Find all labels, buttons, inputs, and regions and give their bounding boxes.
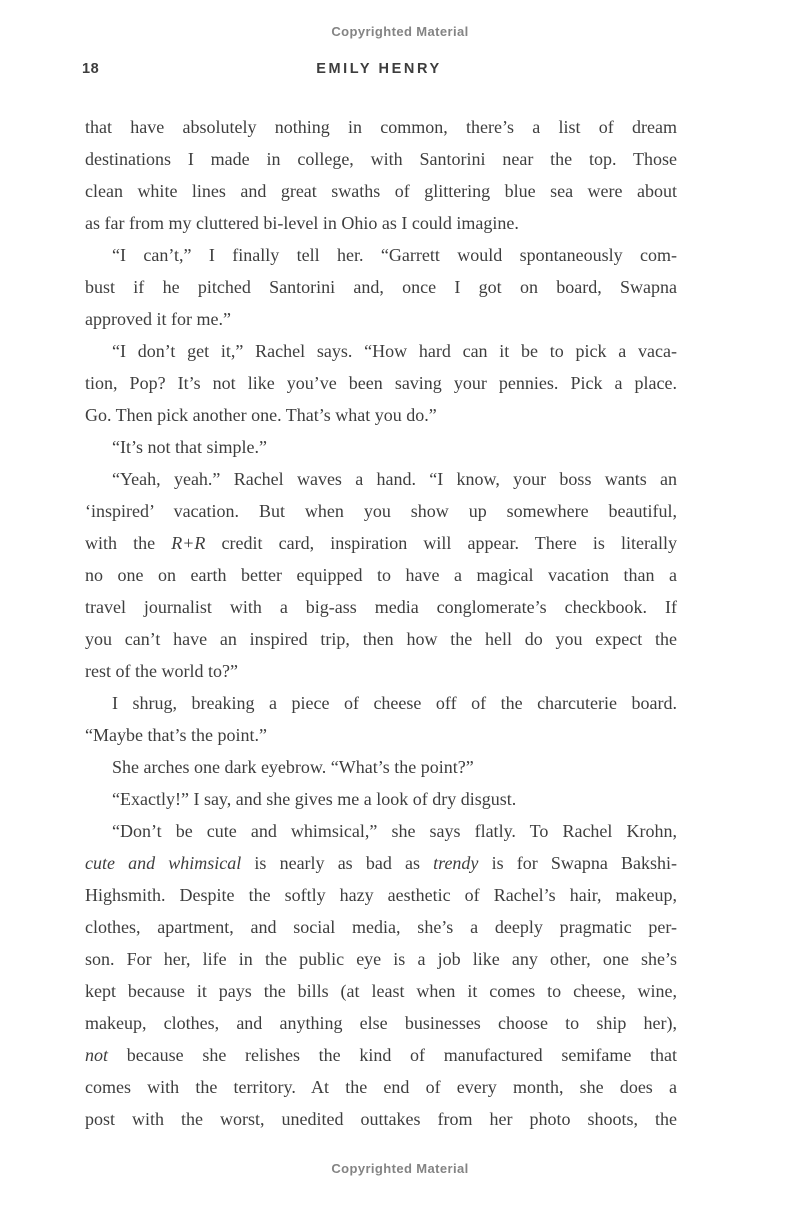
text-line bbox=[85, 303, 677, 335]
italic-text-segment: cute and whimsical bbox=[85, 853, 242, 873]
text-segment: “It’s not that simple.” bbox=[112, 437, 267, 457]
text-segment: “I can’t,” I finally tell her. “Garrett would spontaneously com- bbox=[112, 245, 677, 265]
text-line bbox=[85, 655, 677, 687]
text-segment: clothes, apartment, and social media, she’s a deeply pragmatic per- bbox=[85, 917, 677, 937]
text-segment: credit card, inspiration will appear. There is literally bbox=[205, 533, 677, 553]
text-line bbox=[85, 495, 677, 527]
text-segment: approved it for me.” bbox=[85, 309, 231, 329]
text-line bbox=[85, 783, 677, 815]
text-line bbox=[85, 879, 677, 911]
text-line bbox=[85, 207, 677, 239]
paragraph bbox=[85, 111, 677, 239]
text-segment: no one on earth better equipped to have a magical vacation than a bbox=[85, 565, 677, 585]
text-line bbox=[85, 271, 677, 303]
text-segment: is for Swapna Bakshi- bbox=[478, 853, 677, 873]
copyright-notice-top: Copyrighted Material bbox=[331, 24, 469, 39]
paragraph bbox=[85, 815, 677, 1135]
text-segment: post with the worst, unedited outtakes from her photo shoots, the bbox=[85, 1109, 677, 1129]
running-head-author: EMILY HENRY bbox=[316, 61, 442, 77]
paragraph bbox=[85, 431, 677, 463]
text-segment: “Exactly!” I say, and she gives me a look of dry disgust. bbox=[112, 789, 517, 809]
text-segment: you can’t have an inspired trip, then how the hell do you expect the bbox=[85, 629, 677, 649]
italic-text-segment: not bbox=[85, 1045, 109, 1065]
running-header bbox=[82, 61, 676, 79]
text-segment: ‘inspired’ vacation. But when you show up somewhere beautiful, bbox=[85, 501, 677, 521]
text-line bbox=[85, 1039, 677, 1071]
text-segment: is nearly as bad as bbox=[241, 853, 434, 873]
paragraph bbox=[85, 463, 677, 687]
text-line bbox=[85, 143, 677, 175]
text-line bbox=[85, 975, 677, 1007]
text-segment: with the bbox=[85, 533, 172, 553]
text-segment: “I don’t get it,” Rachel says. “How hard can it be to pick a vaca- bbox=[112, 341, 677, 361]
text-line bbox=[85, 431, 677, 463]
text-segment: Go. Then pick another one. That’s what you do.” bbox=[85, 405, 437, 425]
text-segment: as far from my cluttered bi-level in Ohio as I could imagine. bbox=[85, 213, 519, 233]
text-segment: kept because it pays the bills (at least when it comes to cheese, wine, bbox=[85, 981, 677, 1001]
text-line bbox=[85, 1007, 677, 1039]
text-line bbox=[85, 527, 677, 559]
paragraph bbox=[85, 783, 677, 815]
page-number: 18 bbox=[82, 61, 100, 77]
text-line bbox=[85, 463, 677, 495]
text-segment: tion, Pop? It’s not like you’ve been saving your pennies. Pick a place. bbox=[85, 373, 677, 393]
text-segment: travel journalist with a big-ass media conglomerate’s checkbook. If bbox=[85, 597, 677, 617]
text-line bbox=[85, 559, 677, 591]
text-line bbox=[85, 1071, 677, 1103]
text-segment: clean white lines and great swaths of glittering blue sea were about bbox=[85, 181, 677, 201]
text-segment: “Maybe that’s the point.” bbox=[85, 725, 267, 745]
text-line bbox=[85, 591, 677, 623]
text-line bbox=[85, 623, 677, 655]
text-line bbox=[85, 687, 677, 719]
paragraph bbox=[85, 687, 677, 751]
text-line bbox=[85, 1103, 677, 1135]
text-segment: son. For her, life in the public eye is a job like any other, one she’s bbox=[85, 949, 677, 969]
text-line bbox=[85, 911, 677, 943]
text-line bbox=[85, 175, 677, 207]
text-segment: because she relishes the kind of manufactured semifame that bbox=[108, 1045, 677, 1065]
text-line bbox=[85, 943, 677, 975]
text-line bbox=[85, 719, 677, 751]
copyright-notice-bottom: Copyrighted Material bbox=[331, 1161, 469, 1176]
italic-text-segment: trendy bbox=[433, 853, 479, 873]
text-segment: I shrug, breaking a piece of cheese off of the charcuterie board. bbox=[112, 693, 677, 713]
text-line bbox=[85, 335, 677, 367]
text-segment: “Don’t be cute and whimsical,” she says flatly. To Rachel Krohn, bbox=[112, 821, 677, 841]
text-segment: comes with the territory. At the end of every month, she does a bbox=[85, 1077, 677, 1097]
text-line bbox=[85, 847, 677, 879]
paragraph bbox=[85, 335, 677, 431]
italic-text-segment: R+R bbox=[171, 533, 206, 553]
text-line bbox=[85, 399, 677, 431]
text-segment: destinations I made in college, with Santorini near the top. Those bbox=[85, 149, 677, 169]
text-segment: Highsmith. Despite the softly hazy aesthetic of Rachel’s hair, makeup, bbox=[85, 885, 677, 905]
paragraph bbox=[85, 751, 677, 783]
page-body bbox=[85, 111, 677, 1135]
text-segment: makeup, clothes, and anything else businesses choose to ship her), bbox=[85, 1013, 677, 1033]
text-segment: bust if he pitched Santorini and, once I got on board, Swapna bbox=[85, 277, 677, 297]
text-segment: She arches one dark eyebrow. “What’s the point?” bbox=[112, 757, 474, 777]
text-segment: rest of the world to?” bbox=[85, 661, 238, 681]
paragraph bbox=[85, 239, 677, 335]
text-segment: that have absolutely nothing in common, there’s a list of dream bbox=[85, 117, 677, 137]
text-line bbox=[85, 239, 677, 271]
text-line bbox=[85, 751, 677, 783]
text-line bbox=[85, 367, 677, 399]
text-line bbox=[85, 111, 677, 143]
text-segment: “Yeah, yeah.” Rachel waves a hand. “I know, your boss wants an bbox=[112, 469, 677, 489]
text-line bbox=[85, 815, 677, 847]
